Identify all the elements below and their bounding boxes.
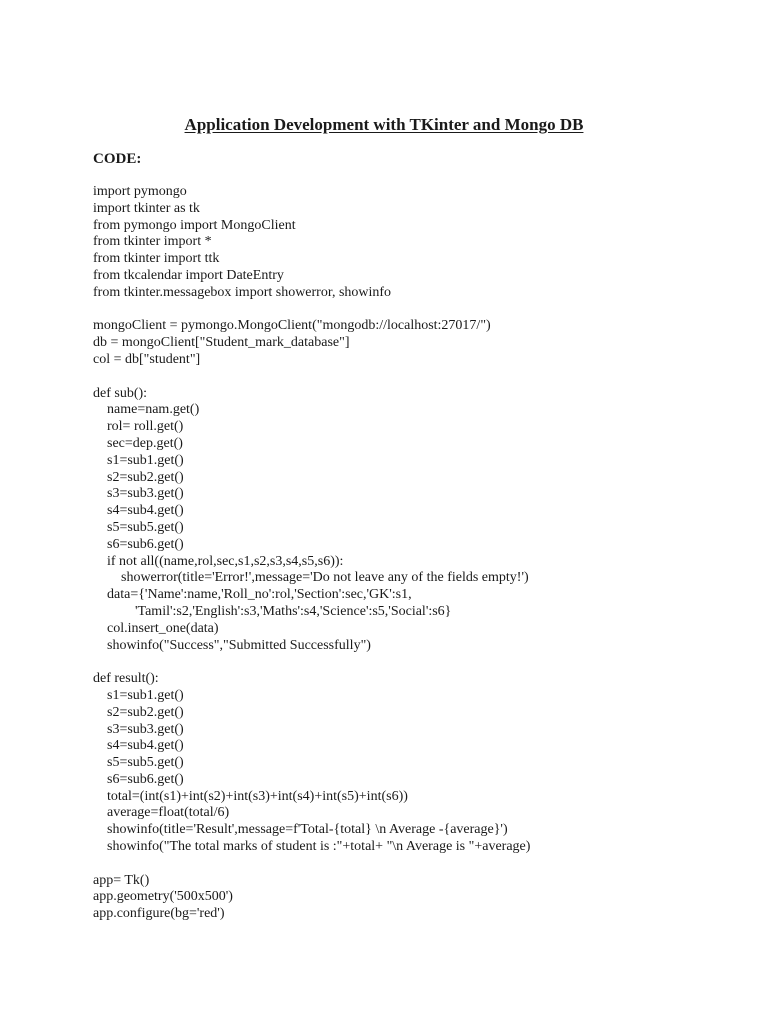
code-line: if not all((name,rol,sec,s1,s2,s3,s4,s5,s6)):: [93, 553, 344, 569]
code-line: app.configure(bg='red'): [93, 906, 225, 922]
code-line: col.insert_one(data): [93, 620, 219, 636]
code-line: s2=sub2.get(): [93, 704, 184, 720]
code-line: [93, 654, 530, 671]
code-line: 'Tamil':s2,'English':s3,'Maths':s4,'Science':s5,'Social':s6}: [93, 603, 452, 619]
code-line: s1=sub1.get(): [93, 687, 184, 703]
code-line: s4=sub4.get(): [93, 738, 184, 754]
code-block: [93, 184, 530, 923]
code-line: average=float(total/6): [93, 805, 230, 821]
code-heading: CODE:: [93, 151, 142, 167]
code-line: s6=sub6.get(): [93, 771, 184, 787]
code-line: from tkinter import ttk: [93, 251, 220, 267]
code-line: mongoClient = pymongo.MongoClient("mongodb://localhost:27017/"): [93, 318, 491, 334]
document-title: Application Development with TKinter and Mongo DB: [184, 115, 584, 134]
code-line: from tkcalendar import DateEntry: [93, 267, 284, 283]
code-line: [93, 856, 530, 873]
code-line: def sub():: [93, 385, 148, 401]
code-line: s2=sub2.get(): [93, 469, 184, 485]
code-line: from pymongo import MongoClient: [93, 217, 296, 233]
code-line: import tkinter as tk: [93, 200, 200, 216]
code-line: sec=dep.get(): [93, 435, 183, 451]
code-line: from tkinter import *: [93, 234, 212, 250]
code-line: db = mongoClient["Student_mark_database"]: [93, 335, 350, 351]
code-line: total=(int(s1)+int(s2)+int(s3)+int(s4)+int(s5)+int(s6)): [93, 788, 408, 804]
code-line: def result():: [93, 671, 159, 687]
code-line: s5=sub5.get(): [93, 755, 184, 771]
code-line: rol= roll.get(): [93, 419, 184, 435]
code-line: s5=sub5.get(): [93, 519, 184, 535]
code-line: s3=sub3.get(): [93, 721, 184, 737]
code-line: s6=sub6.get(): [93, 536, 184, 552]
code-line: col = db["student"]: [93, 351, 201, 367]
code-line: import pymongo: [93, 184, 187, 199]
code-line: data={'Name':name,'Roll_no':rol,'Section':sec,'GK':s1,: [93, 587, 412, 603]
code-line: showinfo("Success","Submitted Successfully"): [93, 637, 371, 653]
code-line: s1=sub1.get(): [93, 452, 184, 468]
code-line: showerror(title='Error!',message='Do not leave any of the fields empty!'): [93, 570, 529, 586]
code-line: showinfo(title='Result',message=f'Total-{total} \n Average -{average}'): [93, 822, 508, 838]
code-line: [93, 369, 530, 386]
code-line: app= Tk(): [93, 872, 150, 888]
code-line: showinfo("The total marks of student is :"+total+ "\n Average is "+average): [93, 839, 531, 855]
code-line: app.geometry('500x500'): [93, 889, 233, 905]
code-line: [93, 302, 530, 319]
code-line: from tkinter.messagebox import showerror, showinfo: [93, 284, 392, 300]
code-line: s3=sub3.get(): [93, 486, 184, 502]
code-line: name=nam.get(): [93, 402, 200, 418]
code-line: s4=sub4.get(): [93, 503, 184, 519]
